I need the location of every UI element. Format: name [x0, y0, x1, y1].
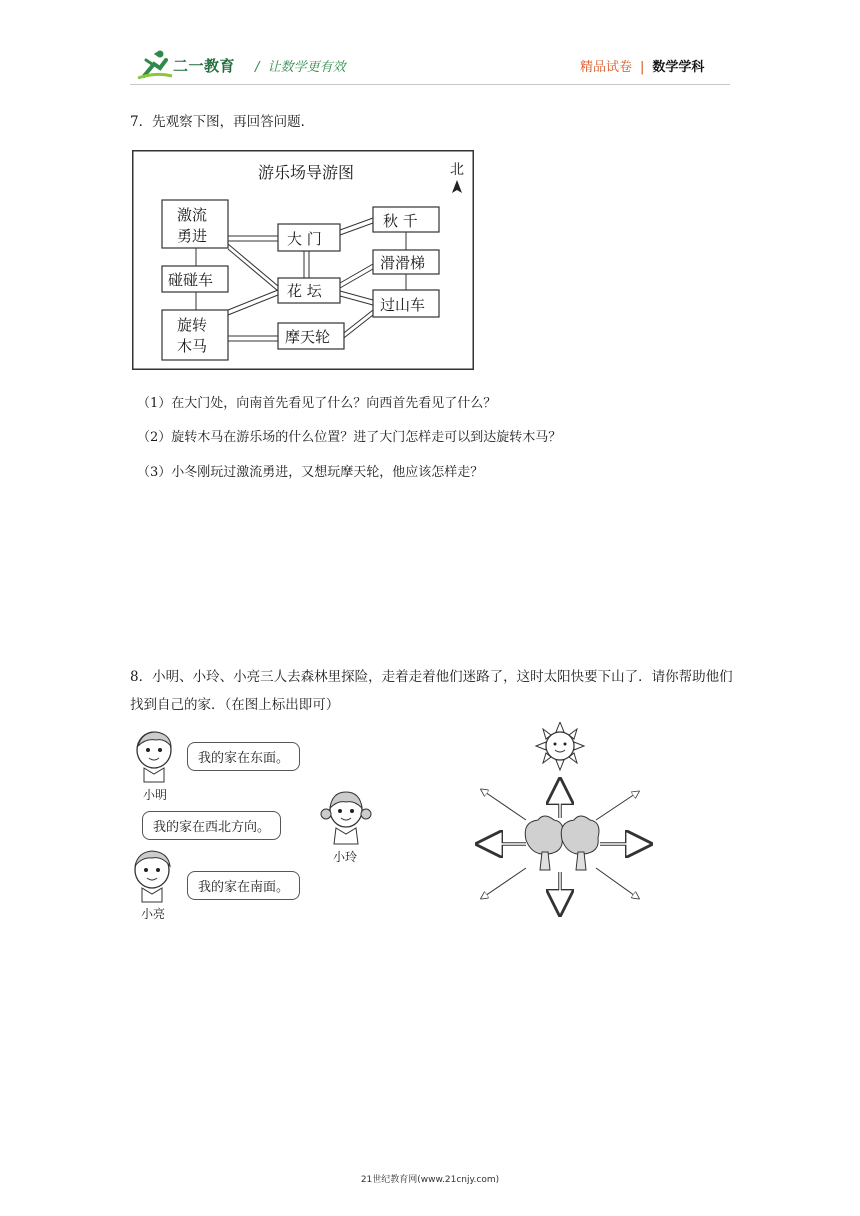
place-pengpengche: 碰碰车	[168, 271, 214, 289]
q7-sub1: （1）在大门处，向南首先看见了什么？向西首先看见了什么？	[137, 396, 497, 411]
sun-icon	[536, 722, 584, 770]
header-divider	[130, 84, 730, 85]
place-xuanzhuan-2: 木马	[177, 337, 208, 355]
place-motianlun: 摩天轮	[285, 328, 331, 346]
place-guoshanche: 过山车	[380, 296, 426, 314]
q8-prompt: 8．小明、小玲、小亮三人去森林里探险，走着走着他们迷路了，这时太阳快要下山了．请你帮助他们找到自己的家．（在图上标出即可）	[130, 669, 733, 713]
name-xiaoling: 小玲	[333, 850, 358, 864]
girl-xiaoling-icon	[318, 786, 374, 846]
place-huatan: 花 坛	[287, 282, 322, 300]
header-subject: 数学学科	[652, 60, 705, 75]
map-title: 游乐场导游图	[258, 163, 355, 182]
speech-xiaoming: 我的家在东面。	[187, 742, 300, 771]
speech-xiaoling: 我的家在西北方向。	[142, 811, 281, 840]
q7-prompt: 7．先观察下图，再回答问题．	[130, 114, 315, 130]
q7-sub2: （2）旋转木马在游乐场的什么位置？进了大门怎样走可以到达旋转木马？	[137, 430, 562, 445]
header-tag: 精品试卷	[580, 60, 633, 75]
amusement-park-map	[132, 150, 474, 370]
slogan: / 让数学更有效	[255, 60, 346, 75]
boy-xiaoming-icon	[130, 728, 180, 784]
place-xuanzhuan-1: 旋转	[177, 316, 208, 334]
header-right	[580, 56, 704, 75]
place-huahuati: 滑滑梯	[380, 254, 426, 272]
speech-xiaoliang: 我的家在南面。	[187, 871, 300, 900]
place-qiuqian: 秋 千	[383, 212, 418, 230]
logo-text: 二一教育	[173, 57, 236, 75]
name-xiaoming: 小明	[143, 788, 168, 802]
map-north-label: 北	[450, 162, 464, 178]
header-separator: |	[640, 60, 645, 75]
place-jiliu-2: 勇进	[177, 227, 208, 245]
footer: 21世纪教育网(www.21cnjy.com)	[360, 1175, 500, 1185]
place-jiliu-1: 激流	[177, 206, 208, 224]
boy-xiaoliang-icon	[128, 848, 178, 904]
place-damen: 大 门	[287, 230, 322, 248]
direction-compass	[468, 722, 658, 922]
trees-icon	[525, 816, 599, 870]
q7-sub3: （3）小冬刚玩过激流勇进，又想玩摩天轮，他应该怎样走？	[137, 465, 484, 480]
name-xiaoliang: 小亮	[141, 907, 166, 921]
